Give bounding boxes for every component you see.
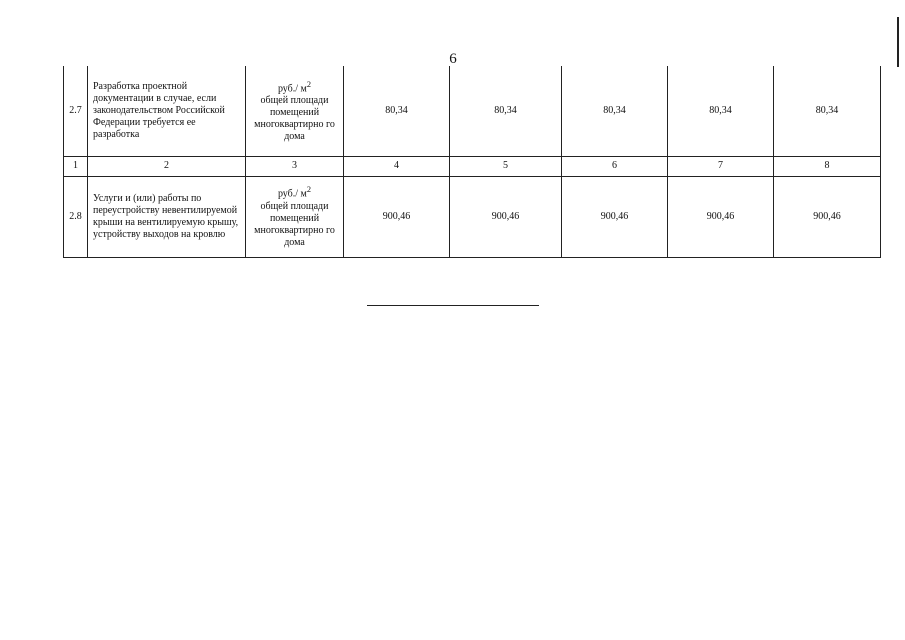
column-number: 5: [450, 156, 562, 176]
unit-label: руб./ м: [277, 188, 307, 200]
column-number: 2: [88, 156, 246, 176]
service-name: Разработка проектной документации в случае, если законодательством Российской Федерации требуется ее разработка: [88, 66, 246, 156]
tariff-value: 80,34: [344, 66, 450, 156]
tariff-value: 80,34: [668, 66, 774, 156]
unit-superscript: 2: [306, 185, 312, 195]
unit-description: общей площади помещений многоквартирно го дома: [254, 94, 335, 142]
tariff-value: 900,46: [344, 176, 450, 257]
page-number: 6: [449, 51, 457, 67]
tariff-value: 900,46: [562, 176, 668, 257]
column-number: 1: [64, 156, 88, 176]
row-number: 2.7: [64, 66, 88, 156]
margin-edge-mark: [897, 17, 899, 67]
tariff-value: 80,34: [774, 66, 881, 156]
tariff-value: 80,34: [450, 66, 562, 156]
column-number: 8: [774, 156, 881, 176]
column-number: 6: [562, 156, 668, 176]
tariff-table: [63, 66, 881, 258]
tariff-value: 900,46: [450, 176, 562, 257]
unit-description: общей площади помещений многоквартирно го дома: [254, 200, 335, 248]
table-row-2-8: [64, 176, 881, 257]
column-number-row: [64, 156, 881, 176]
unit-label: руб./ м: [277, 82, 307, 94]
document-end-rule: [367, 305, 539, 306]
tariff-value: 900,46: [774, 176, 881, 257]
tariff-value: 900,46: [668, 176, 774, 257]
column-number: 4: [344, 156, 450, 176]
tariff-value: 80,34: [562, 66, 668, 156]
unit-superscript: 2: [306, 79, 312, 89]
column-number: 3: [246, 156, 344, 176]
table-row-2-7: [64, 66, 881, 156]
unit-of-measure: [246, 176, 344, 257]
row-number: 2.8: [64, 176, 88, 257]
unit-of-measure: [246, 66, 344, 156]
column-number: 7: [668, 156, 774, 176]
service-name: Услуги и (или) работы по переустройству невентилируемой крыши на вентилируемую крышу, устройству выходов на кровлю: [88, 176, 246, 257]
